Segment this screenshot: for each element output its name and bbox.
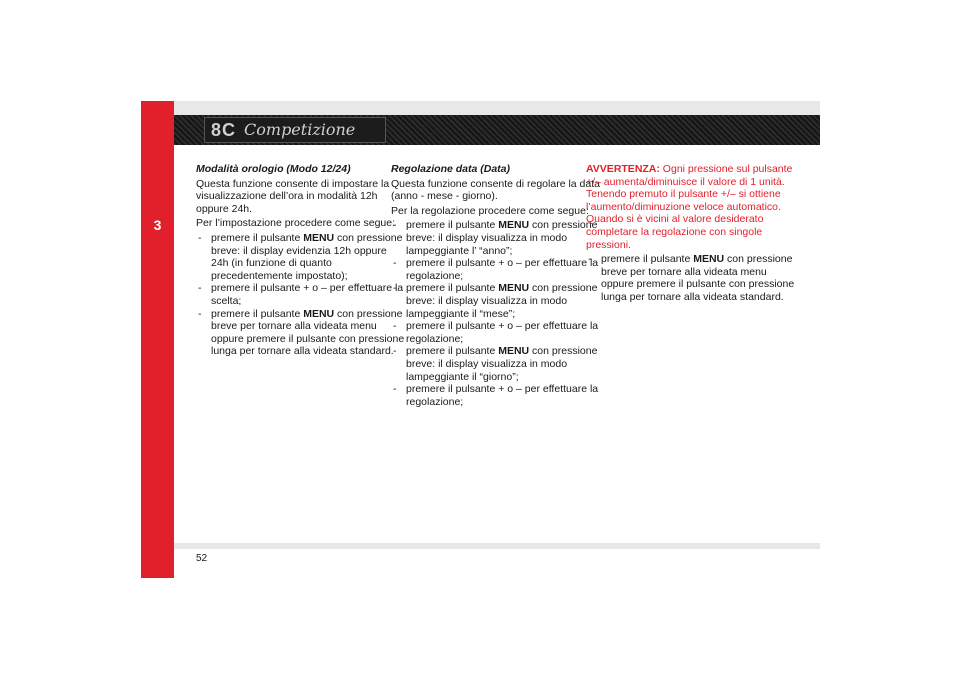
column-warning — [586, 163, 800, 304]
warning-label: AVVERTENZA: — [586, 163, 660, 175]
warning-note — [586, 163, 800, 251]
list-item: - premere il pulsante + o – per effettuare la regolazione; — [391, 383, 606, 408]
section-title-clock: Modalità orologio (Modo 12/24) — [196, 163, 351, 175]
page-number: 52 — [196, 553, 208, 564]
brand-logo — [204, 117, 386, 143]
steps-clock — [196, 232, 406, 358]
chapter-number: 3 — [153, 217, 162, 233]
list-item: - premere il pulsante + o – per effettuare la scelta; — [196, 282, 406, 307]
list-item: - premere il pulsante MENU con pressione breve: il display evidenzia 12h oppure 24h (in funzione di quanto precedentemente impostato); — [196, 232, 406, 282]
chapter-tab — [141, 101, 174, 578]
steps-warning — [586, 253, 800, 303]
lead-date: Per la regolazione procedere come segue: — [391, 204, 589, 217]
column-clock-mode — [196, 163, 406, 358]
intro-date: Questa funzione consente di regolare la data (anno - mese - giorno). — [391, 177, 600, 203]
header-bar — [174, 101, 820, 115]
list-item: - premere il pulsante MENU con pressione breve per tornare alla videata menu oppure premere il pulsante con pressione lunga per tornare alla videata standard. — [586, 253, 800, 303]
column-date-setting — [391, 163, 606, 408]
lead-clock: Per l’impostazione procedere come segue: — [196, 217, 396, 230]
list-item: - premere il pulsante MENU con pressione breve: il display visualizza in modo lampeggiante l’ “anno”; — [391, 219, 606, 257]
brand-banner — [174, 115, 820, 145]
logo-bc: 8C — [211, 120, 237, 140]
steps-date — [391, 219, 606, 408]
section-title-date: Regolazione data (Data) — [391, 163, 511, 175]
list-item: - premere il pulsante + o – per effettuare la regolazione; — [391, 320, 606, 345]
footer-bar — [174, 543, 820, 549]
list-item: - premere il pulsante MENU con pressione breve per tornare alla videata menu oppure premere il pulsante con pressione lunga per tornare alla videata standard. — [196, 308, 406, 358]
intro-clock: Questa funzione consente di impostare la visualizzazione dell’ora in modalità 12h oppure 24h. — [196, 177, 390, 215]
list-item: - premere il pulsante MENU con pressione breve: il display visualizza in modo lampeggiante il “mese”; — [391, 282, 606, 320]
list-item: - premere il pulsante + o – per effettuare la regolazione; — [391, 257, 606, 282]
logo-script: Competizione — [244, 120, 356, 139]
warning-text: Ogni pressione sul pulsante +/– aumenta/diminuisce il valore di 1 unità. Tenendo premuto il pulsante +/– si ottiene l’aumento/diminuzione veloce automatico. Quando si è vicini al valore desiderato completare la regolazione con singole pressioni. — [586, 163, 793, 251]
list-item: - premere il pulsante MENU con pressione breve: il display visualizza in modo lampeggiante il “giorno”; — [391, 345, 606, 383]
